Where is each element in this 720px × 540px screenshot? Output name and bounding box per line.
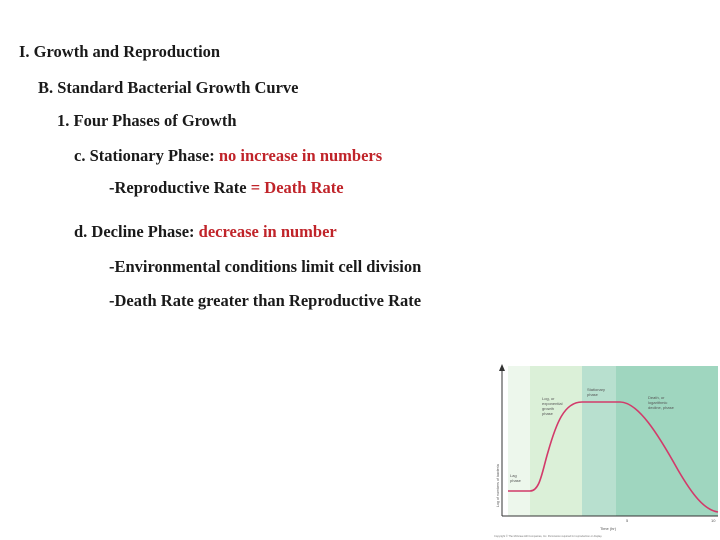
- outline-heading-2: B. Standard Bacterial Growth Curve: [38, 78, 299, 97]
- stationary-phase-line: [74, 146, 382, 166]
- death-phase-label: Death, or logarithmic decline, phase: [648, 395, 674, 410]
- lag-phase-label: Lag phase: [510, 473, 521, 483]
- outline-heading-1: I. Growth and Reproduction: [19, 42, 221, 61]
- x-tick-5: 5: [626, 518, 629, 523]
- lag-phase-band: [508, 366, 530, 516]
- y-axis-label: Log of numbers of bacteria: [496, 464, 500, 507]
- death-phase-band: [616, 366, 718, 516]
- x-axis-label: Time (hr): [600, 526, 617, 531]
- decline-detail-2: -Death Rate greater than Reproductive Rate: [109, 291, 422, 310]
- decline-phase-label: d. Decline Phase:: [74, 222, 195, 241]
- log-phase-label: Log, or exponential growth phase: [542, 396, 563, 416]
- y-axis-arrow-icon: [499, 364, 505, 371]
- stationary-phase-label: c. Stationary Phase:: [74, 146, 215, 165]
- decline-phase-emphasis: decrease in number: [198, 222, 337, 241]
- stationary-phase-emphasis: no increase in numbers: [218, 146, 383, 165]
- figure-caption: Copyright © The McGraw-Hill Companies, Inc. Permission required for reproduction or display.: [494, 535, 603, 538]
- decline-phase-line: [74, 222, 337, 242]
- stationary-detail-emphasis: = Death Rate: [250, 178, 344, 197]
- growth-curve-svg: [488, 362, 720, 540]
- log-phase-band: [530, 366, 582, 516]
- outline-heading-3: 1. Four Phases of Growth: [57, 111, 237, 130]
- stationary-detail-prefix: -Reproductive Rate: [109, 178, 247, 197]
- stationary-phase-label: Stationary phase: [587, 387, 606, 397]
- stationary-detail-line: [109, 178, 344, 198]
- decline-detail-1: -Environmental conditions limit cell division: [109, 257, 422, 276]
- x-tick-10: 10: [711, 518, 716, 523]
- growth-curve-figure: [488, 362, 720, 540]
